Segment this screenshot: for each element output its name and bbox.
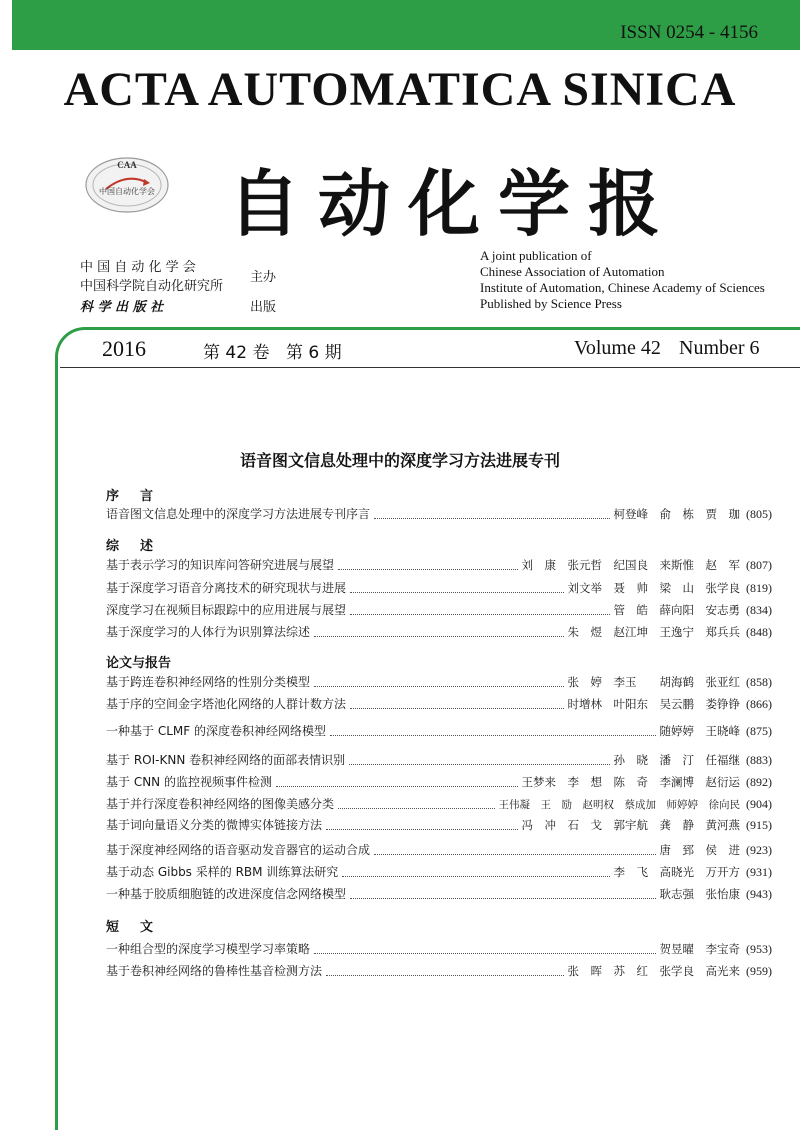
issue-rule xyxy=(60,367,800,368)
article-title: 基于深度神经网络的语音驱动发音器官的运动合成 xyxy=(106,843,371,857)
issue-volume-en: Volume 42 xyxy=(574,337,661,359)
issue-number-cn: 第 6 期 xyxy=(286,343,342,363)
toc-entry[interactable] xyxy=(106,674,772,690)
article-title: 基于跨连卷积神经网络的性别分类模型 xyxy=(106,675,311,689)
journal-title-chinese: 自动化学报 xyxy=(228,162,679,246)
article-authors: 贺昱曜 李宝奇 xyxy=(659,942,740,956)
article-title: 深度学习在视频目标跟踪中的应用进展与展望 xyxy=(106,603,347,617)
dot-leader xyxy=(314,685,563,687)
dot-leader xyxy=(342,875,609,877)
article-title: 基于序的空间金字塔池化网络的人群计数方法 xyxy=(106,697,347,711)
article-page: (834) xyxy=(746,603,772,617)
publisher-en-line4: Published by Science Press xyxy=(480,296,622,311)
article-authors: 管 皓 薛向阳 安志勇 xyxy=(613,603,740,617)
special-issue-title: 语音图文信息处理中的深度学习方法进展专刊 xyxy=(239,451,560,470)
article-page: (923) xyxy=(746,843,772,857)
toc-entry[interactable] xyxy=(106,817,772,833)
article-page: (931) xyxy=(746,865,772,879)
publisher-en-line2: Chinese Association of Automation xyxy=(480,264,665,279)
dot-leader xyxy=(330,734,656,736)
article-authors: 孙 晓 潘 汀 任福继 xyxy=(613,753,740,767)
article-authors: 刘 康 张元哲 纪国良 来斯惟 赵 军 xyxy=(521,558,740,572)
toc-entry[interactable] xyxy=(106,557,772,573)
dot-leader xyxy=(326,974,563,976)
article-authors: 时增林 叶阳东 吴云鹏 娄铮铮 xyxy=(567,697,740,711)
article-page: (875) xyxy=(746,724,772,738)
article-page: (953) xyxy=(746,942,772,956)
toc-entry[interactable] xyxy=(106,723,772,739)
article-page: (915) xyxy=(746,818,772,832)
article-authors: 王伟凝 王 励 赵明权 蔡成加 师婷婷 徐向民 xyxy=(498,799,740,811)
dot-leader xyxy=(350,897,655,899)
toc-entry[interactable] xyxy=(106,774,772,790)
article-title: 基于深度学习的人体行为识别算法综述 xyxy=(106,625,311,639)
article-title: 一种基于 CLMF 的深度卷积神经网络模型 xyxy=(106,724,326,738)
article-title: 基于卷积神经网络的鲁棒性基音检测方法 xyxy=(106,964,323,978)
dot-leader xyxy=(276,785,518,787)
article-title: 基于表示学习的知识库问答研究进展与展望 xyxy=(106,558,335,572)
toc-entry[interactable] xyxy=(106,752,772,768)
article-page: (866) xyxy=(746,697,772,711)
article-page: (883) xyxy=(746,753,772,767)
article-authors: 张 婷 李玉 胡海鹤 张亚红 xyxy=(567,675,740,689)
publisher-en-line1: A joint publication of xyxy=(480,248,592,263)
article-page: (805) xyxy=(746,507,772,521)
article-authors: 李 飞 高晓光 万开方 xyxy=(613,865,740,879)
toc-entry[interactable] xyxy=(106,624,772,640)
issue-number-en: Number 6 xyxy=(679,337,760,359)
article-authors: 刘文举 聂 帅 梁 山 张学良 xyxy=(567,581,740,595)
issn-number: ISSN 0254 - 4156 xyxy=(620,22,758,43)
publisher-cn-line2: 中国科学院自动化研究所 xyxy=(80,279,224,294)
article-authors: 王梦来 李 想 陈 奇 李澜博 赵衍运 xyxy=(521,775,740,789)
article-title: 基于并行深度卷积神经网络的图像美感分类 xyxy=(106,797,335,811)
publisher-cn-line3: 科 学 出 版 社 xyxy=(80,300,164,315)
toc-entry[interactable] xyxy=(106,941,772,957)
article-page: (807) xyxy=(746,558,772,572)
article-authors: 耿志强 张怡康 xyxy=(659,887,740,901)
article-page: (943) xyxy=(746,887,772,901)
dot-leader xyxy=(338,568,517,570)
article-title: 基于深度学习语音分离技术的研究现状与进展 xyxy=(106,581,347,595)
article-authors: 冯 冲 石 戈 郭宇航 龚 静 黄河燕 xyxy=(521,818,740,832)
toc-entry[interactable] xyxy=(106,506,772,522)
sponsor-label: 主办 xyxy=(250,270,277,285)
toc-entry[interactable] xyxy=(106,602,772,618)
dot-leader xyxy=(314,952,655,954)
article-authors: 唐 郅 侯 进 xyxy=(659,843,740,857)
article-page: (848) xyxy=(746,625,772,639)
section-heading: 短 文 xyxy=(106,920,158,935)
article-authors: 柯登峰 俞 栋 贾 珈 xyxy=(613,507,740,521)
article-authors: 随婷婷 王晓峰 xyxy=(659,724,740,738)
article-title: 语音图文信息处理中的深度学习方法进展专刊序言 xyxy=(106,507,371,521)
dot-leader xyxy=(314,635,563,637)
dot-leader xyxy=(374,853,655,855)
article-page: (858) xyxy=(746,675,772,689)
dot-leader xyxy=(326,828,517,830)
dot-leader xyxy=(350,591,563,593)
article-authors: 张 晖 苏 红 张学良 高光来 xyxy=(567,964,740,978)
publish-label: 出版 xyxy=(250,300,277,315)
section-heading: 序 言 xyxy=(106,489,158,504)
toc-entry[interactable] xyxy=(106,842,772,858)
article-page: (904) xyxy=(746,797,772,811)
article-page: (892) xyxy=(746,775,772,789)
dot-leader xyxy=(349,763,609,765)
article-title: 一种基于胶质细胞链的改进深度信念网络模型 xyxy=(106,887,347,901)
toc-entry[interactable] xyxy=(106,886,772,902)
toc-entry[interactable] xyxy=(106,796,772,812)
article-page: (959) xyxy=(746,964,772,978)
section-heading: 论文与报告 xyxy=(106,656,172,671)
dot-leader xyxy=(338,807,494,809)
toc-entry[interactable] xyxy=(106,963,772,979)
issue-year: 2016 xyxy=(102,336,146,361)
publisher-cn-line1: 中 国 自 动 化 学 会 xyxy=(80,260,196,275)
article-page: (819) xyxy=(746,581,772,595)
dot-leader xyxy=(350,613,609,615)
logo-label xyxy=(98,160,156,197)
dot-leader xyxy=(350,707,563,709)
toc-entry[interactable] xyxy=(106,864,772,880)
toc-entry[interactable] xyxy=(106,696,772,712)
article-title: 基于 ROI-KNN 卷积神经网络的面部表情识别 xyxy=(106,753,346,767)
logo-subtext: 中国自动化学会 xyxy=(99,187,155,196)
dot-leader xyxy=(374,517,609,519)
issue-volume-cn: 第 42 卷 xyxy=(203,343,270,363)
article-title: 基于 CNN 的监控视频事件检测 xyxy=(106,775,272,789)
logo-caa-text: CAA xyxy=(117,160,137,170)
section-heading: 综 述 xyxy=(106,539,158,554)
article-title: 基于动态 Gibbs 采样的 RBM 训练算法研究 xyxy=(106,865,339,879)
toc-entry[interactable] xyxy=(106,580,772,596)
article-authors: 朱 煜 赵江坤 王逸宁 郑兵兵 xyxy=(567,625,740,639)
article-title: 一种组合型的深度学习模型学习率策略 xyxy=(106,942,311,956)
publisher-en-line3: Institute of Automation, Chinese Academy of Sciences xyxy=(480,280,765,295)
journal-title-english: ACTA AUTOMATICA SINICA xyxy=(63,63,737,116)
article-title: 基于词向量语义分类的微博实体链接方法 xyxy=(106,818,323,832)
